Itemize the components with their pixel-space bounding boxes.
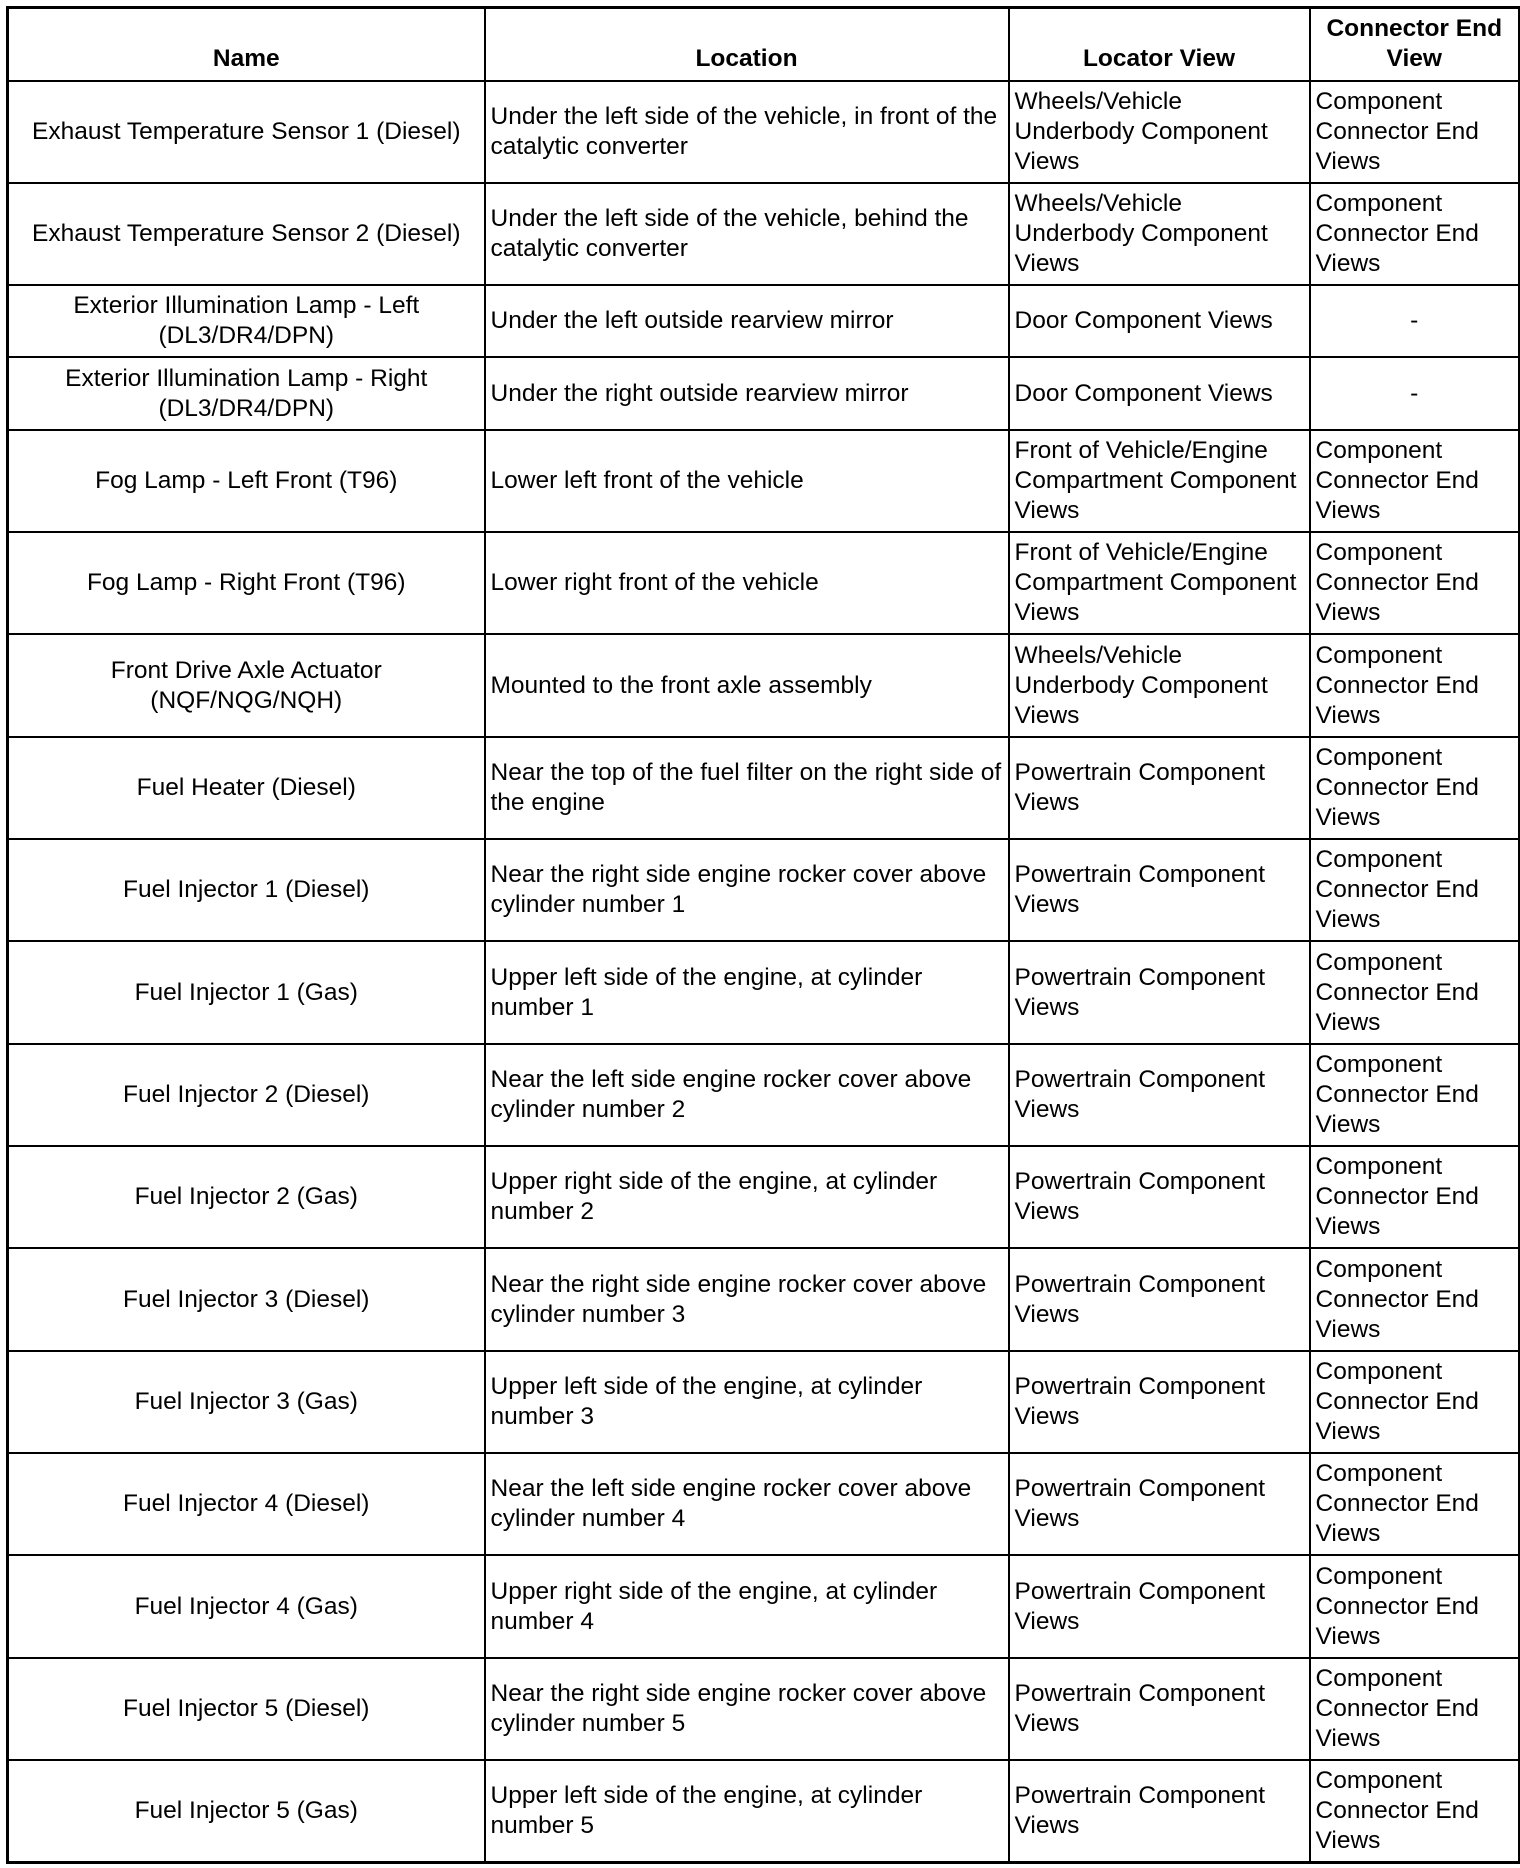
table-row [8,737,1520,839]
cell-name: Fuel Injector 4 (Diesel) [8,1453,485,1555]
cell-locator-view: Powertrain Component Views [1009,1453,1310,1555]
cell-name: Fuel Injector 2 (Diesel) [8,1044,485,1146]
cell-name: Exhaust Temperature Sensor 2 (Diesel) [8,183,485,285]
cell-location: Upper left side of the engine, at cylinder number 1 [485,941,1009,1043]
cell-name: Fuel Injector 5 (Diesel) [8,1658,485,1760]
cell-name: Exterior Illumination Lamp - Right (DL3/DR4/DPN) [8,357,485,429]
cell-name: Fuel Injector 1 (Diesel) [8,839,485,941]
table-row [8,285,1520,357]
cell-connector-end-view: Component Connector End Views [1310,532,1520,634]
cell-connector-end-view: Component Connector End Views [1310,737,1520,839]
table-row [8,634,1520,736]
cell-location: Under the right outside rearview mirror [485,357,1009,429]
cell-locator-view: Powertrain Component Views [1009,1658,1310,1760]
cell-connector-end-view: Component Connector End Views [1310,1248,1520,1350]
cell-location: Upper right side of the engine, at cylinder number 2 [485,1146,1009,1248]
cell-connector-end-view: Component Connector End Views [1310,1146,1520,1248]
cell-location: Lower left front of the vehicle [485,430,1009,532]
cell-location: Near the right side engine rocker cover above cylinder number 1 [485,839,1009,941]
cell-location: Upper right side of the engine, at cylinder number 4 [485,1555,1009,1657]
header-locator-view: Locator View [1009,8,1310,81]
cell-locator-view: Front of Vehicle/Engine Compartment Component Views [1009,430,1310,532]
table-row [8,1658,1520,1760]
component-locator-sheet [6,6,1518,1864]
cell-location: Upper left side of the engine, at cylinder number 3 [485,1351,1009,1453]
header-connector-end-view: Connector End View [1310,8,1520,81]
cell-locator-view: Powertrain Component Views [1009,1555,1310,1657]
cell-connector-end-view: Component Connector End Views [1310,1760,1520,1862]
cell-location: Near the right side engine rocker cover above cylinder number 5 [485,1658,1009,1760]
cell-connector-end-view: Component Connector End Views [1310,634,1520,736]
cell-name: Fog Lamp - Left Front (T96) [8,430,485,532]
cell-locator-view: Powertrain Component Views [1009,1248,1310,1350]
cell-name: Fog Lamp - Right Front (T96) [8,532,485,634]
cell-locator-view: Powertrain Component Views [1009,839,1310,941]
cell-location: Near the left side engine rocker cover above cylinder number 2 [485,1044,1009,1146]
cell-locator-view: Powertrain Component Views [1009,1760,1310,1862]
cell-name: Fuel Injector 1 (Gas) [8,941,485,1043]
cell-connector-end-view: - [1310,357,1520,429]
cell-name: Fuel Injector 4 (Gas) [8,1555,485,1657]
cell-locator-view: Powertrain Component Views [1009,1351,1310,1453]
table-row [8,183,1520,285]
table-row [8,1760,1520,1862]
cell-name: Exhaust Temperature Sensor 1 (Diesel) [8,81,485,183]
table-row [8,1555,1520,1657]
cell-location: Under the left side of the vehicle, behind the catalytic converter [485,183,1009,285]
table-row [8,1248,1520,1350]
table-row [8,81,1520,183]
cell-connector-end-view: Component Connector End Views [1310,839,1520,941]
cell-connector-end-view: Component Connector End Views [1310,1453,1520,1555]
cell-locator-view: Wheels/Vehicle Underbody Component Views [1009,634,1310,736]
cell-location: Upper left side of the engine, at cylinder number 5 [485,1760,1009,1862]
header-name: Name [8,8,485,81]
cell-connector-end-view: Component Connector End Views [1310,1351,1520,1453]
cell-locator-view: Front of Vehicle/Engine Compartment Component Views [1009,532,1310,634]
header-location: Location [485,8,1009,81]
cell-location: Under the left side of the vehicle, in front of the catalytic converter [485,81,1009,183]
cell-locator-view: Wheels/Vehicle Underbody Component Views [1009,81,1310,183]
cell-locator-view: Powertrain Component Views [1009,941,1310,1043]
cell-name: Fuel Injector 3 (Diesel) [8,1248,485,1350]
cell-name: Exterior Illumination Lamp - Left (DL3/DR4/DPN) [8,285,485,357]
cell-locator-view: Powertrain Component Views [1009,1044,1310,1146]
table-row [8,941,1520,1043]
cell-connector-end-view: Component Connector End Views [1310,183,1520,285]
cell-name: Front Drive Axle Actuator (NQF/NQG/NQH) [8,634,485,736]
cell-connector-end-view: - [1310,285,1520,357]
table-row [8,1453,1520,1555]
table-row [8,532,1520,634]
cell-connector-end-view: Component Connector End Views [1310,1658,1520,1760]
cell-locator-view: Powertrain Component Views [1009,1146,1310,1248]
table-row [8,430,1520,532]
cell-connector-end-view: Component Connector End Views [1310,941,1520,1043]
cell-location: Lower right front of the vehicle [485,532,1009,634]
cell-name: Fuel Injector 2 (Gas) [8,1146,485,1248]
cell-connector-end-view: Component Connector End Views [1310,1555,1520,1657]
cell-location: Near the top of the fuel filter on the right side of the engine [485,737,1009,839]
table-row [8,357,1520,429]
table-row [8,1044,1520,1146]
cell-location: Mounted to the front axle assembly [485,634,1009,736]
cell-location: Near the left side engine rocker cover above cylinder number 4 [485,1453,1009,1555]
cell-connector-end-view: Component Connector End Views [1310,81,1520,183]
cell-name: Fuel Injector 3 (Gas) [8,1351,485,1453]
cell-locator-view: Door Component Views [1009,357,1310,429]
cell-location: Near the right side engine rocker cover above cylinder number 3 [485,1248,1009,1350]
cell-name: Fuel Heater (Diesel) [8,737,485,839]
cell-connector-end-view: Component Connector End Views [1310,1044,1520,1146]
component-locator-table [6,6,1520,1864]
table-row [8,839,1520,941]
table-row [8,1351,1520,1453]
cell-location: Under the left outside rearview mirror [485,285,1009,357]
cell-locator-view: Wheels/Vehicle Underbody Component Views [1009,183,1310,285]
cell-connector-end-view: Component Connector End Views [1310,430,1520,532]
cell-locator-view: Door Component Views [1009,285,1310,357]
table-row [8,1146,1520,1248]
cell-locator-view: Powertrain Component Views [1009,737,1310,839]
cell-name: Fuel Injector 5 (Gas) [8,1760,485,1862]
table-header-row [8,8,1520,81]
